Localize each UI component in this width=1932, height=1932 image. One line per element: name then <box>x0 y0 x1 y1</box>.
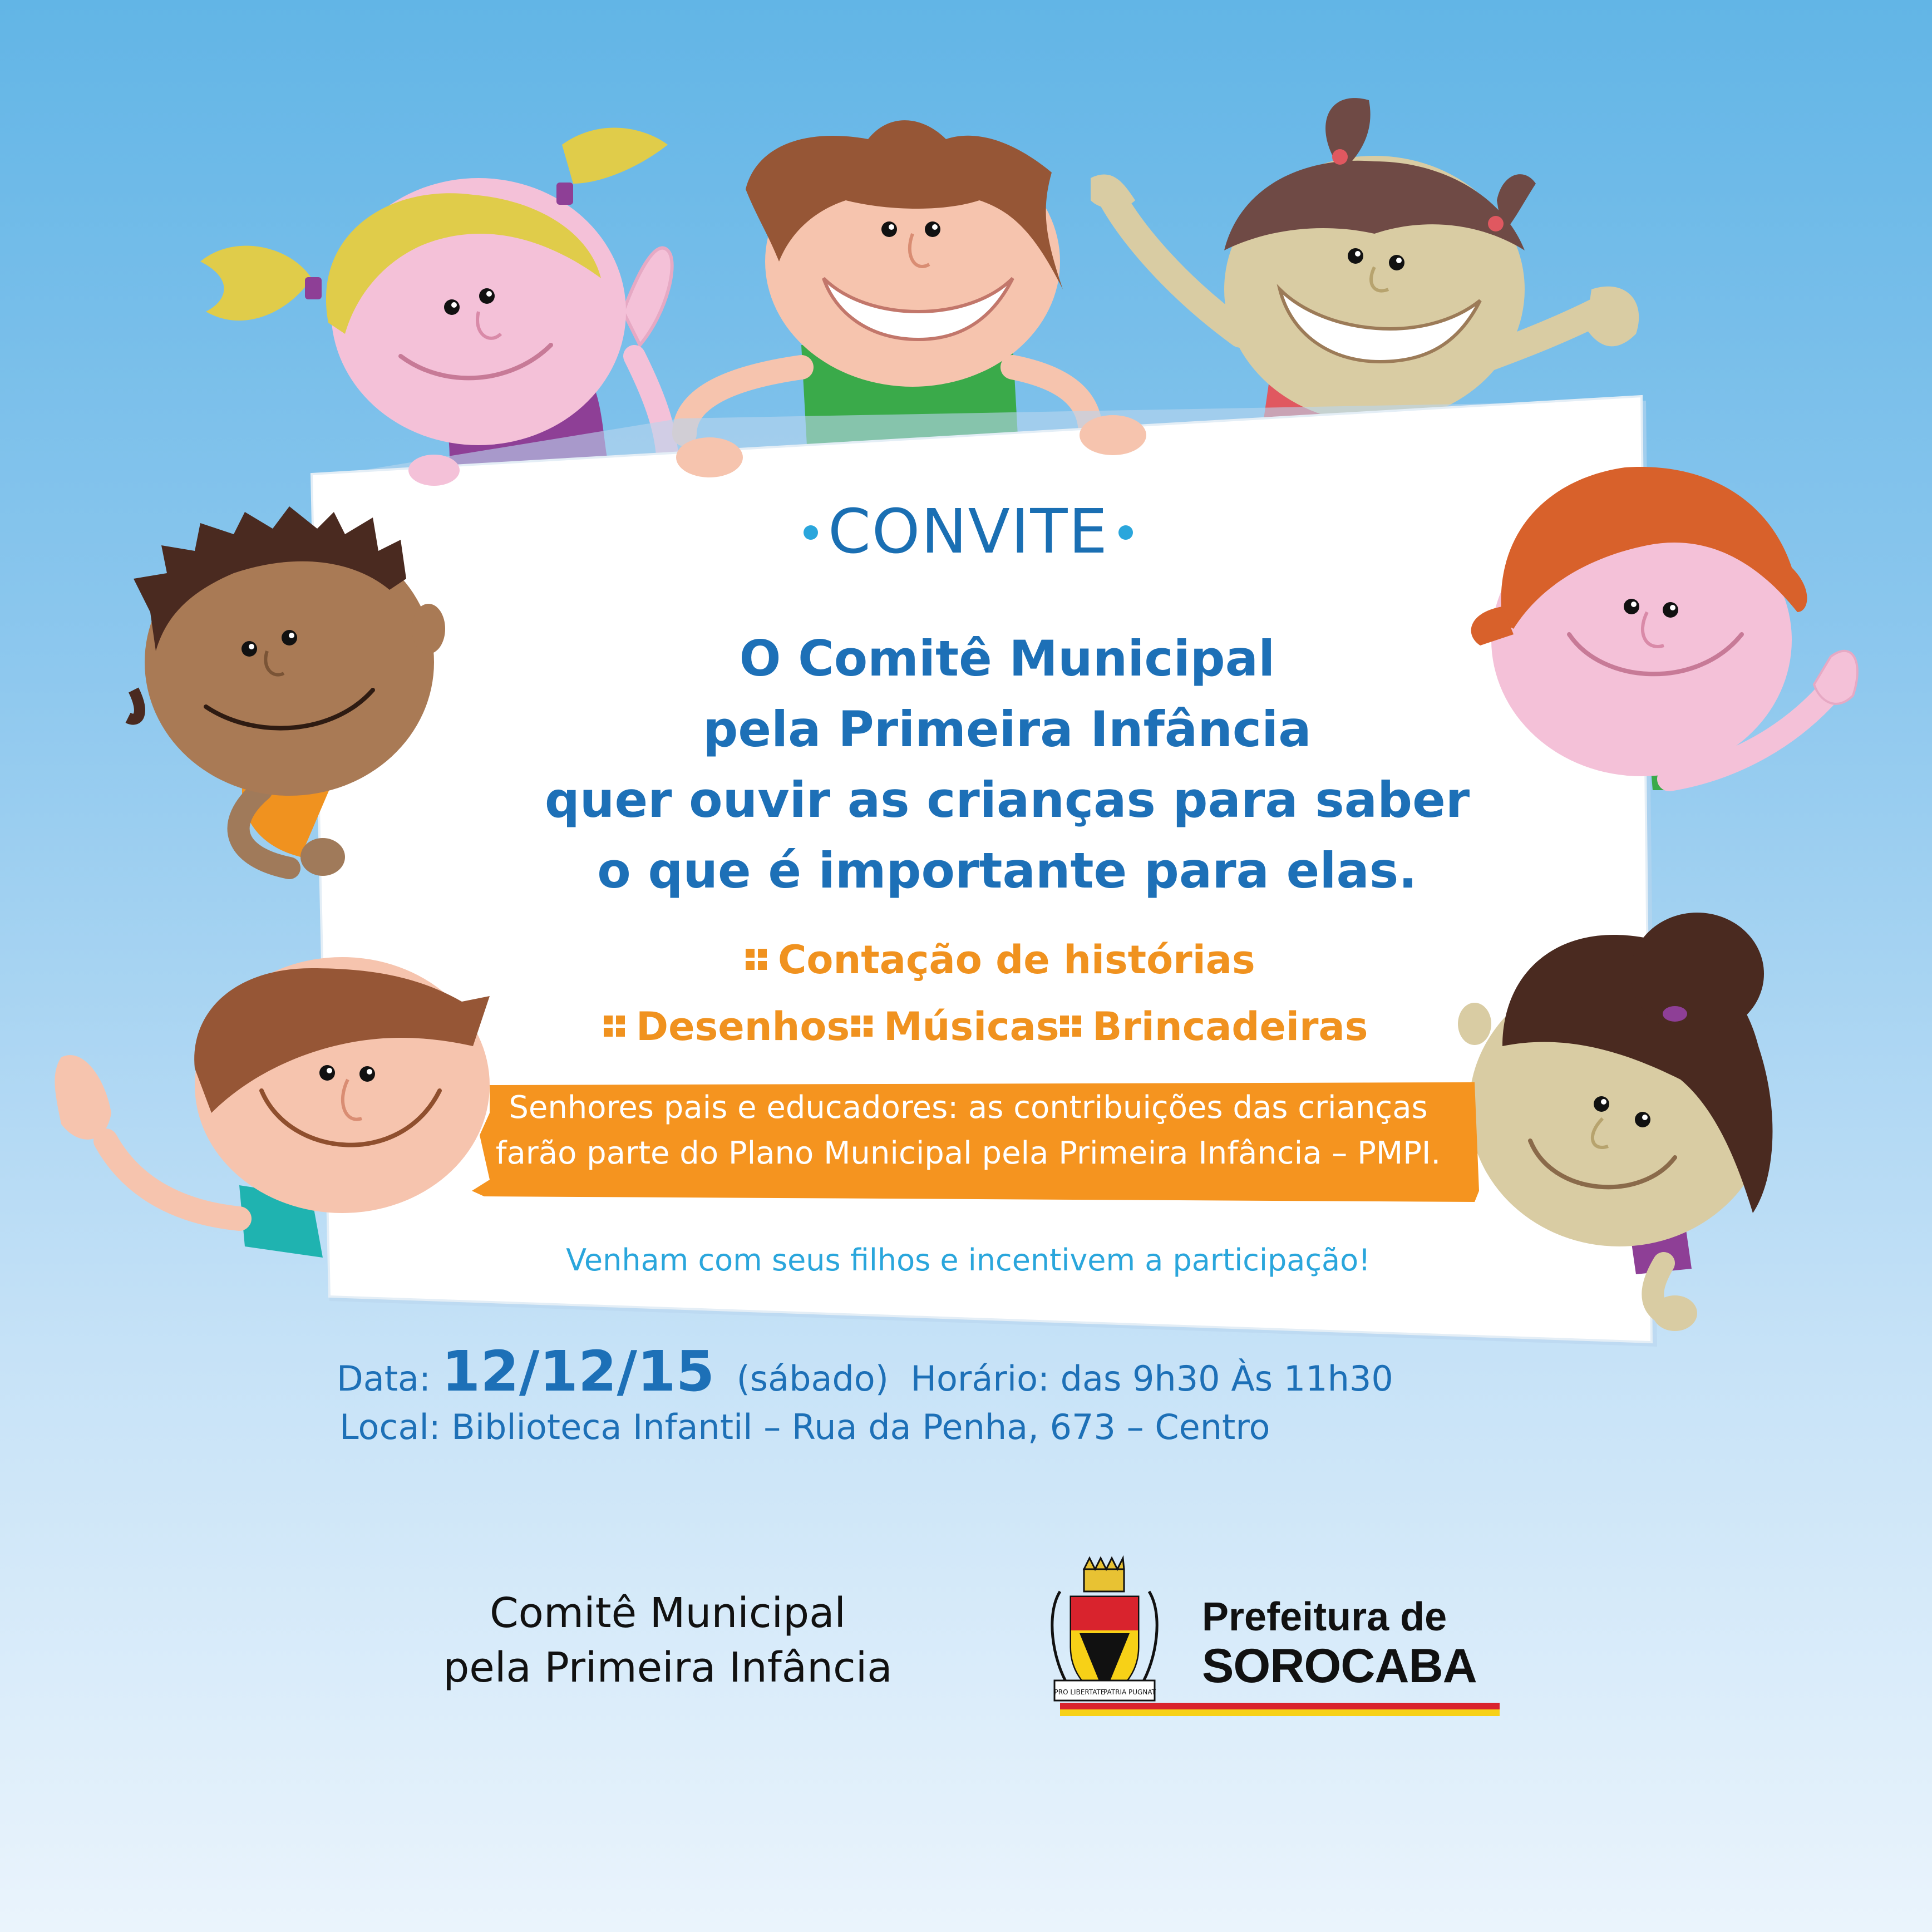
date-value: 12/12/15 <box>441 1339 715 1404</box>
kid-blonde-girl <box>200 128 672 479</box>
event-location: Local: Biblioteca Infantil – Rua da Penha, 673 – Centro <box>339 1407 1270 1447</box>
seal-motto-right: PATRIA PUGNAT <box>1103 1688 1156 1696</box>
kid-pigtail-girl <box>1091 98 1639 423</box>
invite-title <box>740 490 1196 573</box>
call-to-action: Venham com seus filhos e incentivem a participação! <box>566 1243 1371 1278</box>
weekday: (sábado) <box>736 1358 889 1399</box>
bullet-icon <box>746 949 767 970</box>
headline-line: pela Primeira Infância <box>703 701 1312 758</box>
activity-label: Brincadeiras <box>1092 1004 1368 1049</box>
invite-headline <box>501 623 1514 906</box>
activity-item <box>1060 1002 1368 1052</box>
headline-line: quer ouvir as crianças para saber <box>544 771 1470 829</box>
time-label: Horário: das 9h30 Às 11h30 <box>910 1358 1393 1399</box>
prefeitura-seal-icon <box>1052 1558 1157 1701</box>
organization-line: Comitê Municipal <box>490 1589 846 1637</box>
orange-banner-text <box>490 1085 1447 1176</box>
bullet-icon <box>604 1016 625 1037</box>
activity-item <box>851 1002 1059 1052</box>
activity-item <box>746 935 1255 985</box>
title-dot-right <box>1118 525 1133 540</box>
organization-name <box>390 1586 946 1695</box>
date-label: Data: <box>337 1358 431 1399</box>
prefeitura-line-2: SOROCABA <box>1202 1639 1477 1693</box>
event-date-time <box>337 1341 1393 1409</box>
prefeitura-line-1: Prefeitura de <box>1202 1595 1447 1639</box>
seal-motto-left: PRO LIBERTATE <box>1054 1688 1105 1696</box>
activity-label: Músicas <box>884 1004 1059 1049</box>
activity-label: Contação de histórias <box>778 937 1255 983</box>
bullet-icon <box>1060 1016 1081 1037</box>
prefeitura-stripe <box>1060 1703 1500 1716</box>
activity-item <box>604 1002 850 1052</box>
organization-line: pela Primeira Infância <box>443 1644 893 1692</box>
headline-line: o que é importante para elas. <box>597 842 1417 899</box>
banner-line: Senhores pais e educadores: as contribuições das crianças <box>509 1090 1428 1126</box>
banner-line: farão parte do Plano Municipal pela Primeira Infância – PMPI. <box>495 1135 1441 1171</box>
title-dot-left <box>804 525 818 540</box>
kid-brown-boy-top <box>684 120 1091 445</box>
bullet-icon <box>851 1016 873 1037</box>
activity-label: Desenhos <box>636 1004 850 1049</box>
headline-line: O Comitê Municipal <box>739 630 1275 687</box>
invite-title-text: CONVITE <box>827 496 1109 567</box>
